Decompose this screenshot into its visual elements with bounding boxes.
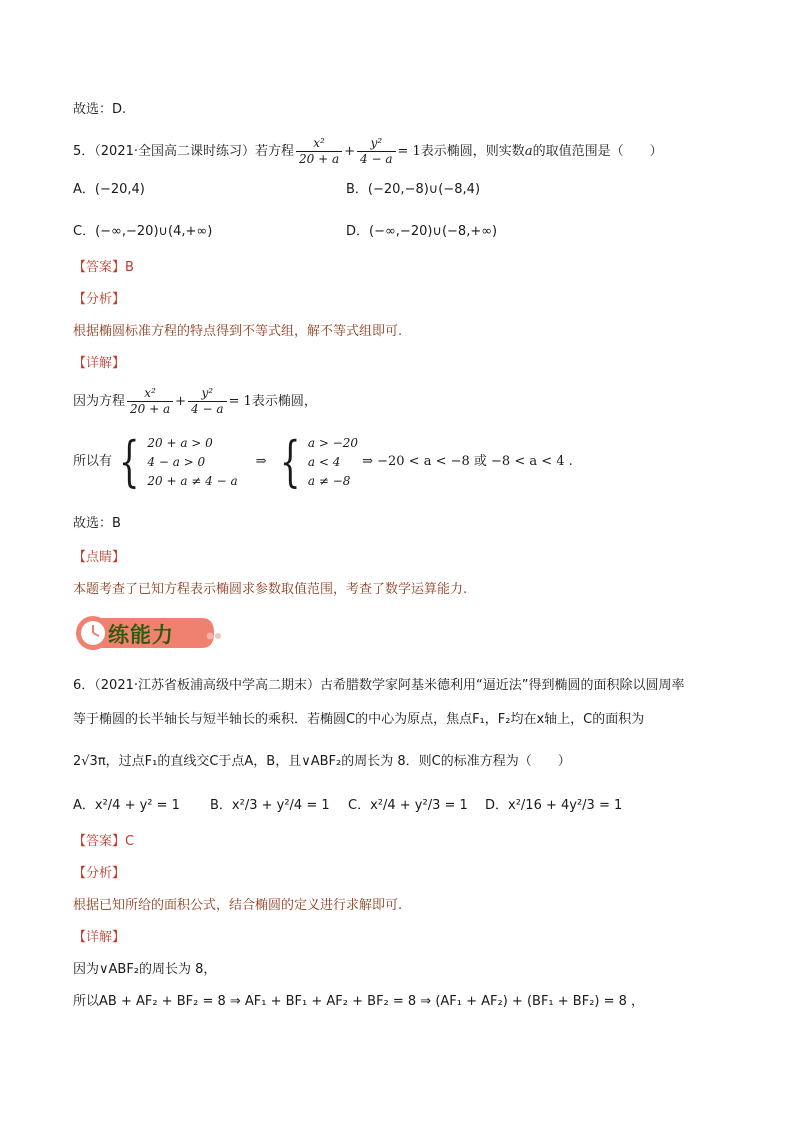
left-brace-icon: { xyxy=(279,430,301,493)
q5-stem-mid: 表示椭圆，则实数 xyxy=(420,144,525,159)
q5-choose: 故选：B xyxy=(73,516,121,531)
q5-eq-one: = 1 xyxy=(397,144,421,159)
q6-line-1: 6．（2021·江苏省板浦高级中学高二期末）古希腊数学家阿基米德利用“逼近法”得到椭圆的面积除以圆周率 xyxy=(73,678,685,693)
q5-analysis-label: 【分析】 xyxy=(73,292,126,307)
q5-stem-suffix: 的取值范围是（ ） xyxy=(532,144,663,159)
banner-dot-icon xyxy=(215,633,221,639)
q5-option-a: A．(−20,4) xyxy=(73,182,145,197)
q5-system-1: { 20 + a > 0 4 − a > 0 20 + a ≠ 4 − a xyxy=(118,430,238,493)
q5-detail: 因为方程 $\frac{\text{x²}}{20 + a}$ + $\frac{\text{y²}}{4 - a}$ = 1表示椭圆， xyxy=(73,386,317,416)
section-banner xyxy=(74,612,222,654)
q6-detail-2: 所以AB + AF₂ + BF₂ = 8 ⇒ AF₁ + BF₁ + AF₂ + BF₂ = 8 ⇒ (AF₁ + AF₂) + (BF₁ + BF₂) = 8 ， xyxy=(73,994,645,1009)
q5-systems xyxy=(73,432,573,492)
q5-detail-frac2: $\frac{\text{y²}}{4 - a}$ xyxy=(188,386,226,417)
q6-option-d: D．x²/16 + 4y²/3 = 1 xyxy=(485,798,623,813)
q5-detail-frac1: $\frac{\text{x²}}{20 + a}$ xyxy=(127,386,173,417)
q5-frac2: $\frac{\text{y²}}{4 - a}$ xyxy=(357,136,395,167)
q6-option-b: B．x²/3 + y²/4 = 1 xyxy=(210,798,330,813)
q6-analysis-label: 【分析】 xyxy=(73,866,126,881)
banner-title: 练能力 xyxy=(108,623,174,647)
q5-option-d: D．(−∞,−20)∪(−8,+∞) xyxy=(346,224,498,239)
q5-detail-prefix: 因为方程 xyxy=(73,394,126,409)
q5-implies-1: ⇒ xyxy=(255,454,267,469)
q5-comment-label: 【点睛】 xyxy=(73,550,126,565)
q6-analysis: 根据已知所给的面积公式，结合椭圆的定义进行求解即可. xyxy=(73,898,403,913)
q4-answer-line: 故选：D. xyxy=(73,102,127,117)
q5-answer: 【答案】B xyxy=(73,260,134,275)
q5-comment: 本题考查了已知方程表示椭圆求参数取值范围，考查了数学运算能力. xyxy=(73,582,468,597)
q5-system-2: { a > −20 a < 4 a ≠ −8 xyxy=(279,430,359,493)
q6-detail-label: 【详解】 xyxy=(73,930,126,945)
q6-option-a: A．x²/4 + y² = 1 xyxy=(73,798,180,813)
q5-stem-prefix: 5．（2021·全国高二课时练习）若方程 xyxy=(73,144,294,159)
q5-frac1: $\frac{\text{x²}}{20 + a}$ xyxy=(296,136,342,167)
q5-stem xyxy=(73,136,663,167)
q5-detail-label: 【详解】 xyxy=(73,356,126,371)
q5-so-prefix: 所以有 xyxy=(73,454,113,469)
q6-answer: 【答案】C xyxy=(73,834,135,849)
left-brace-icon: { xyxy=(118,430,140,493)
q6-line-2: 等于椭圆的长半轴长与短半轴长的乘积．若椭圆C的中心为原点，焦点F₁，F₂均在x轴上，C的面积为 xyxy=(73,712,645,727)
q5-option-c: C．(−∞,−20)∪(4,+∞) xyxy=(73,224,213,239)
q5-var-a: a xyxy=(524,144,533,159)
q6-line-3: 2√3π，过点F₁的直线交C于点A，B，且∨ABF₂的周长为 8．则C的标准方程为（ ） xyxy=(73,754,571,769)
q5-detail-suffix: 表示椭圆， xyxy=(251,394,317,409)
q5-analysis: 根据椭圆标准方程的特点得到不等式组，解不等式组即可. xyxy=(73,324,403,339)
banner-dot-icon xyxy=(207,633,214,640)
q5-option-b: B．(−20,−8)∪(−8,4) xyxy=(346,182,481,197)
q6-option-c: C．x²/4 + y²/3 = 1 xyxy=(348,798,468,813)
q5-result: ⇒ −20 < a < −8 或 −8 < a < 4 . xyxy=(362,454,573,469)
q6-detail-1: 因为∨ABF₂的周长为 8， xyxy=(73,962,217,977)
q5-plus: + xyxy=(344,144,356,159)
